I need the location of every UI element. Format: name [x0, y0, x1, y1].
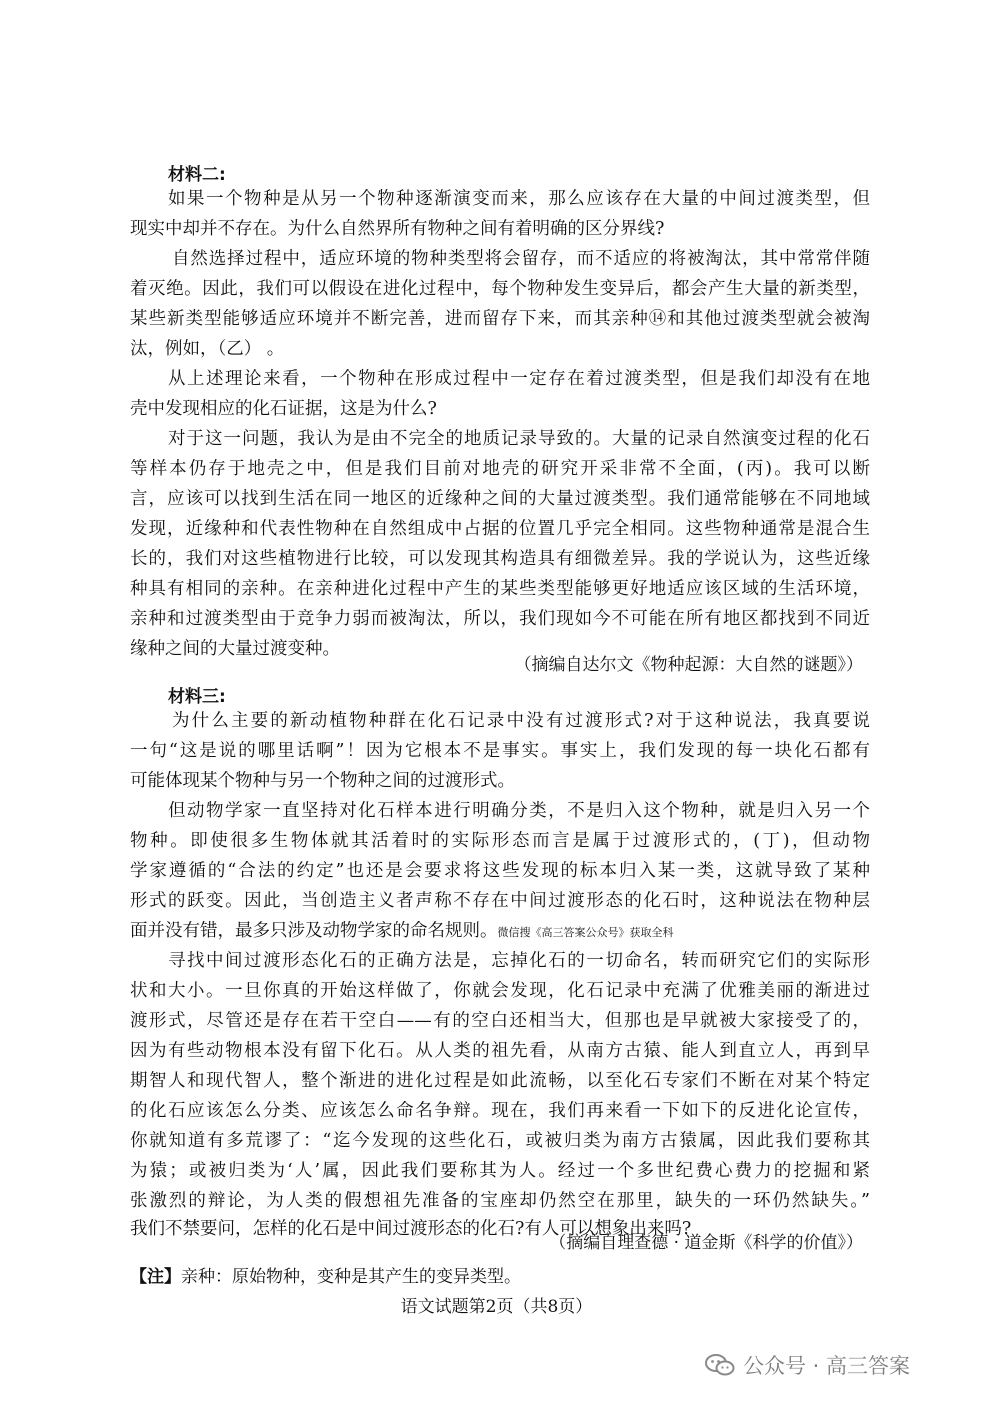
- material2-line-16: 缘种之间的大量过渡变种。: [130, 639, 340, 659]
- wechat-watermark: [705, 1348, 910, 1382]
- material3-line-8-text: 面并没有错，最多只涉及动物学家的命名规则。: [130, 921, 498, 941]
- material3-line-5: 物种。即使很多生物体就其活着时的实际形态而言是属于过渡形式的，(丁)，但动物: [130, 831, 870, 851]
- material3-line-15: 你就知道有多荒谬了：“迄今发现的这些化石，或被归类为南方古猿属，因此我们要称其: [130, 1131, 870, 1151]
- material3-line-17: 张激烈的辩论，为人类的假想祖先准备的宝座却仍然空在那里，缺失的一环仍然缺失。”: [130, 1191, 870, 1211]
- material3-line-18: 我们不禁要问，怎样的化石是中间过渡形态的化石?有人可以想象出来吗?: [130, 1219, 692, 1239]
- material2-line-11: 言，应该可以找到生活在同一地区的近缘种之间的大量过渡类型。我们通常能够在不同地域: [130, 489, 870, 509]
- material3-line-8: [130, 916, 870, 946]
- material2-line-8: 壳中发现相应的化石证据，这是为什么?: [130, 399, 437, 419]
- material2-line-5: 某些新类型能够适应环境并不断完善，进而留存下来，而其亲种⑭和其他过渡类型就会被淘: [130, 309, 870, 329]
- material2-line-3: 自然选择过程中，适应环境的物种类型将会留存，而不适应的将被淘汰，其中常常伴随: [172, 249, 870, 269]
- footnote-label: 【注】: [130, 1267, 181, 1287]
- material3-line-1: 为什么主要的新动植物种群在化石记录中没有过渡形式?对于这种说法，我真要说: [172, 711, 870, 731]
- material3-source: （摘编自理查德 · 道金斯《科学的价值》）: [549, 1233, 863, 1253]
- material2-line-6: 汰，例如，（乙） 。: [130, 339, 285, 359]
- material2-line-9: 对于这一问题，我认为是由不完全的地质记录导致的。大量的记录自然演变过程的化石: [168, 429, 870, 449]
- material2-line-15: 亲种和过渡类型由于竞争力弱而被淘汰，所以，我们现如今不可能在所有地区都找到不同近: [130, 609, 870, 629]
- material2-heading: 材料二:: [168, 165, 226, 185]
- material2-line-2: 现实中却并不存在。为什么自然界所有物种之间有着明确的区分界线?: [130, 219, 665, 239]
- material3-line-16: 为猿；或被归类为‘人’属，因此我们要称其为人。经过一个多世纪费心费力的挖掘和紧: [130, 1161, 870, 1181]
- material3-line-13: 期智人和现代智人，整个渐进的进化过程是如此流畅，以至化石专家们不断在对某个特定: [130, 1071, 870, 1091]
- material3-line-10: 状和大小。一旦你真的开始这样做了，你就会发现，化石记录中充满了优雅美丽的渐进过: [130, 981, 870, 1001]
- material3-line-3: 可能体现某个物种与另一个物种之间的过渡形式。: [130, 771, 515, 791]
- material3-line-14: 的化石应该怎么分类、应该怎么命名争辩。现在，我们再来看一下如下的反进化论宣传，: [130, 1101, 870, 1121]
- material3-line-6: 学家遵循的“合法的约定”也还是会要求将这些发现的标本归入某一类，这就导致了某种: [130, 861, 870, 881]
- material3-heading: 材料三:: [168, 687, 226, 707]
- material2-source: （摘编自达尔文《物种起源：大自然的谜题》）: [514, 655, 863, 675]
- material2-line-14: 种具有相同的亲种。在亲种进化过程中产生的某些类型能够更好地适应该区域的生活环境，: [130, 579, 870, 599]
- material2-line-12: 发现，近缘种和代表性物种在自然组成中占据的位置几乎完全相同。这些物种通常是混合生: [130, 519, 870, 539]
- material3-line-2: 一句“这是说的哪里话啊”！因为它根本不是事实。事实上，我们发现的每一块化石都有: [130, 741, 870, 761]
- watermark-text: 公众号 · 高三答案: [743, 1354, 911, 1378]
- material2-line-10: 等样本仍存于地壳之中，但是我们目前对地壳的研究开采非常不全面，(丙)。我可以断: [130, 459, 870, 479]
- wechat-icon: [705, 1353, 735, 1377]
- material2-line-7: 从上述理论来看，一个物种在形成过程中一定存在着过渡类型，但是我们却没有在地: [168, 369, 870, 389]
- material3-line-4: 但动物学家一直坚持对化石样本进行明确分类，不是归入这个物种，就是归入另一个: [168, 801, 870, 821]
- material3-line-7: 形式的跃变。因此，当创造主义者声称不存在中间过渡形态的化石时，这种说法在物种层: [130, 891, 870, 911]
- material2-line-1: 如果一个物种是从另一个物种逐渐演变而来，那么应该存在大量的中间过渡类型，但: [168, 189, 870, 209]
- page-footer: 语文试题第2页（共8页）: [400, 1297, 593, 1317]
- footnote-text: 亲种：原始物种，变种是其产生的变异类型。: [181, 1267, 521, 1287]
- material3-line-11: 渡形式，尽管还是存在若干空白——有的空白还相当大，但那也是早就被大家接受了的，: [130, 1011, 870, 1031]
- material3-line-12: 因为有些动物根本没有留下化石。从人类的祖先看，从南方古猿、能人到直立人，再到早: [130, 1041, 870, 1061]
- inline-watermark: 微信搜《高三答案公众号》获取全科: [497, 926, 674, 939]
- footnote: [130, 1262, 521, 1287]
- material2-line-4: 着灭绝。因此，我们可以假设在进化过程中，每个物种发生变异后，都会产生大量的新类型，: [130, 279, 870, 299]
- material3-line-9: 寻找中间过渡形态化石的正确方法是，忘掉化石的一切命名，转而研究它们的实际形: [168, 951, 870, 971]
- material2-line-13: 长的，我们对这些植物进行比较，可以发现其构造具有细微差异。我的学说认为，这些近缘: [130, 549, 870, 569]
